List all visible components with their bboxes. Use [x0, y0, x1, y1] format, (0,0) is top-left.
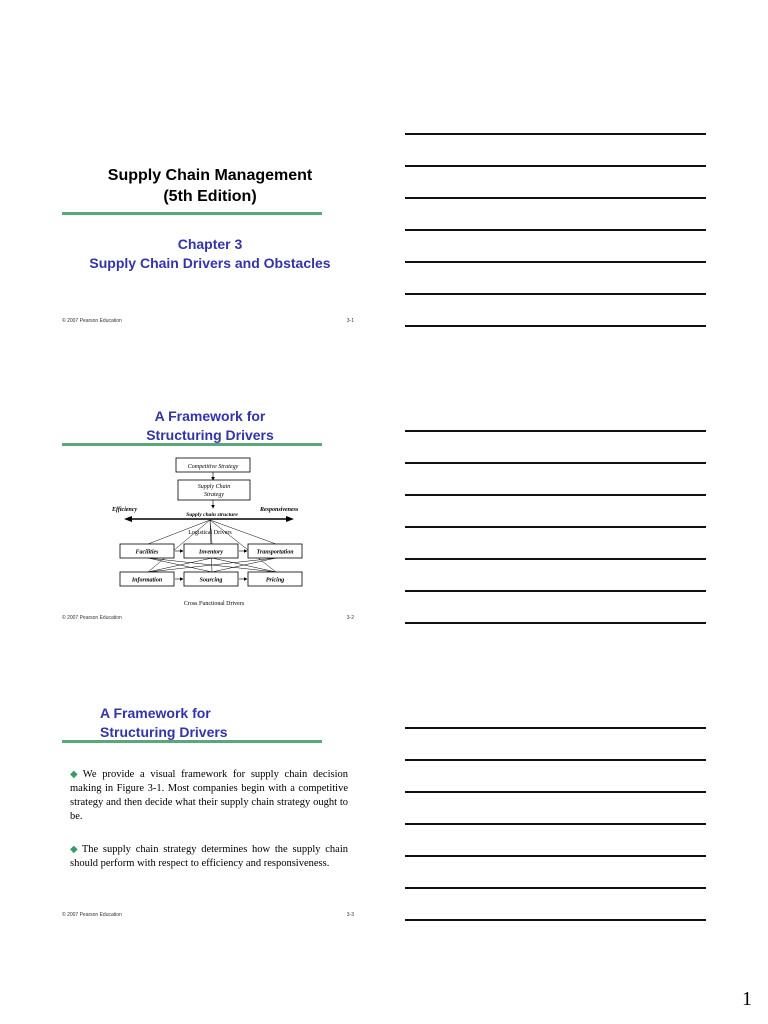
- diamond-bullet-icon: ◆: [70, 769, 81, 780]
- title-line: Supply Chain Management: [107, 167, 313, 184]
- slide-2-title: [60, 407, 360, 445]
- note-line: [405, 293, 706, 295]
- title-line: A Framework for: [154, 408, 266, 424]
- chapter-title: Supply Chain Drivers and Obstacles: [89, 255, 331, 271]
- cross-functional-label: Cross Functional Drivers: [183, 601, 245, 607]
- note-line: [405, 229, 706, 231]
- responsiveness-label: Responsiveness: [260, 507, 299, 513]
- note-line: [405, 887, 706, 889]
- efficiency-label: Efficiency: [112, 507, 138, 513]
- information-label: Information: [131, 577, 163, 584]
- title-line: A Framework for: [100, 705, 211, 721]
- supply-chain-structure-label: Supply chain structure: [186, 512, 238, 518]
- pricing-label: Pricing: [265, 577, 285, 584]
- slide-number: 3-1: [346, 318, 354, 324]
- note-line: [405, 919, 706, 921]
- note-line: [405, 558, 706, 560]
- facilities-label: Facilities: [135, 549, 159, 556]
- note-line: [405, 590, 706, 592]
- note-line: [405, 855, 706, 857]
- note-line: [405, 430, 706, 432]
- slide-3-title: [100, 704, 228, 742]
- axis-left-arrowhead: [124, 516, 132, 522]
- slide-1-title: [60, 165, 360, 207]
- note-line: [405, 622, 706, 624]
- note-line: [405, 823, 706, 825]
- supply-chain-strategy-label-2: Strategy: [204, 492, 224, 498]
- diamond-bullet-icon: ◆: [70, 844, 80, 855]
- title-line: (5th Edition): [163, 188, 257, 205]
- axis-right-arrowhead: [286, 516, 294, 522]
- note-line: [405, 494, 706, 496]
- slide-footer: [62, 318, 354, 324]
- note-line: [405, 462, 706, 464]
- title-rule: [62, 740, 322, 743]
- copyright: © 2007 Pearson Education: [62, 912, 122, 918]
- copyright: © 2007 Pearson Education: [62, 615, 122, 621]
- slide-number: 3-3: [346, 912, 354, 918]
- note-line: [405, 727, 706, 729]
- title-line: Structuring Drivers: [146, 427, 274, 443]
- chapter-label: Chapter 3: [177, 236, 243, 252]
- note-line: [405, 791, 706, 793]
- title-rule: [62, 443, 322, 446]
- supply-chain-strategy-label-1: Supply Chain: [197, 484, 231, 490]
- note-line: [405, 526, 706, 528]
- competitive-strategy-label: Competitive Strategy: [187, 464, 239, 470]
- bullet-text: We provide a visual framework for supply chain decision making in Figure 3-1. Most companies begin with a competitive strategy and then decide what their supply chain strategy ought to be.: [70, 769, 348, 822]
- inventory-label: Inventory: [199, 549, 223, 556]
- note-line: [405, 325, 706, 327]
- note-line: [405, 759, 706, 761]
- note-line: [405, 133, 706, 135]
- title-rule: [62, 212, 322, 215]
- note-line: [405, 165, 706, 167]
- slide-footer: [62, 615, 354, 621]
- bullet-item: [70, 768, 348, 824]
- title-line: Structuring Drivers: [100, 724, 228, 740]
- copyright: © 2007 Pearson Education: [62, 318, 122, 324]
- bullet-item: [70, 843, 348, 871]
- sourcing-label: Sourcing: [199, 577, 223, 584]
- slide-number: 3-2: [346, 615, 354, 621]
- logistical-drivers-label: Logistical Drivers: [188, 530, 232, 536]
- framework-diagram: [100, 452, 330, 612]
- note-line: [405, 197, 706, 199]
- transportation-label: Transportation: [256, 549, 294, 556]
- slide-footer: [62, 912, 354, 918]
- page-number: 1: [742, 988, 752, 1010]
- slide-1-subtitle: [60, 235, 360, 273]
- note-line: [405, 261, 706, 263]
- bullet-text: The supply chain strategy determines how the supply chain should perform with respect to efficiency and responsiveness.: [70, 844, 348, 869]
